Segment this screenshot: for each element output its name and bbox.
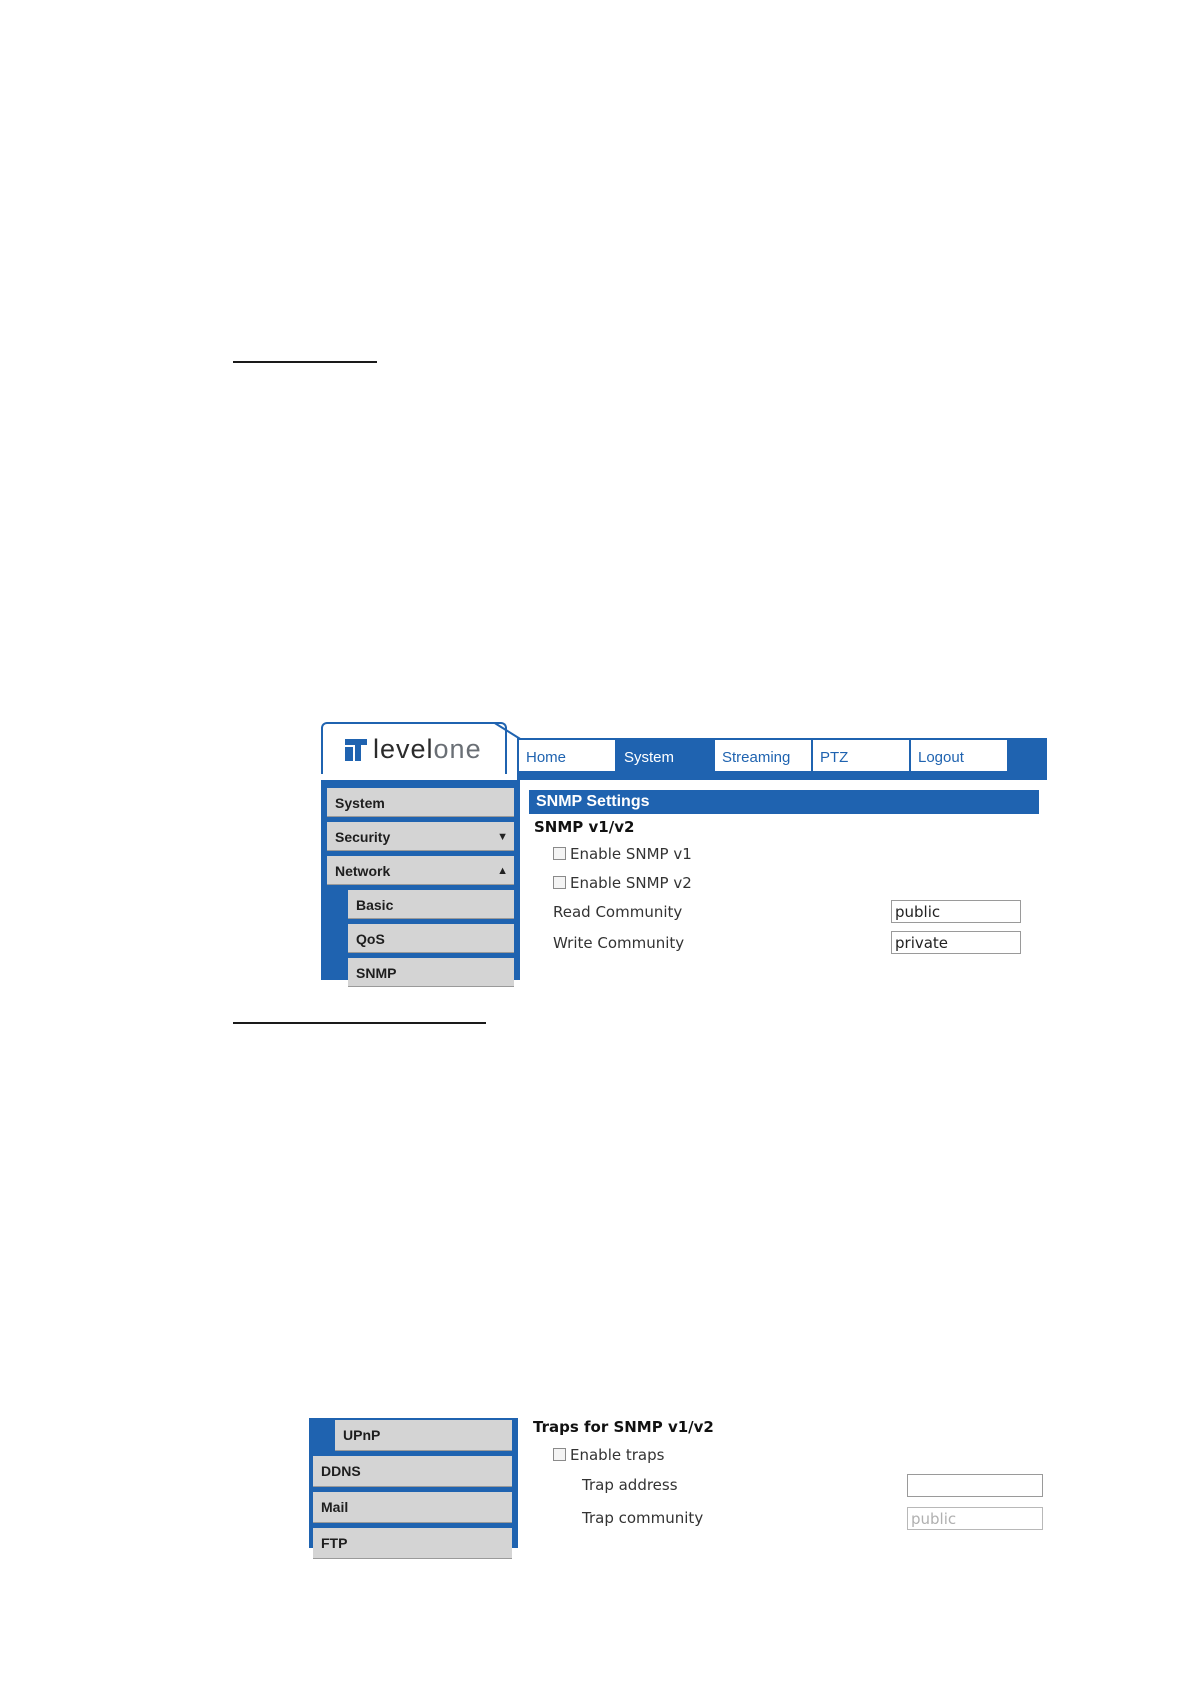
enable-traps-checkbox[interactable] — [553, 1448, 566, 1461]
tab-streaming[interactable]: Streaming — [715, 740, 811, 771]
logo-text-level: level — [373, 734, 434, 764]
sidebar-item-ftp[interactable] — [313, 1528, 512, 1559]
enable-snmp-v2-label: Enable SNMP v2 — [570, 874, 692, 892]
tab-system[interactable]: System — [617, 740, 713, 771]
sidebar-item-label: Security — [335, 829, 391, 845]
snmp-settings-screenshot — [321, 722, 1036, 981]
sidebar-item-label: UPnP — [343, 1427, 381, 1443]
trap-community-label: Trap community — [582, 1509, 704, 1527]
sidebar-item-mail[interactable] — [313, 1492, 512, 1523]
sidebar-item-network[interactable] — [327, 856, 514, 885]
sidebar-subitem-basic[interactable] — [348, 890, 514, 919]
levelone-logo[interactable] — [345, 736, 482, 763]
sidebar-item-label: Basic — [356, 897, 394, 913]
read-community-input[interactable] — [891, 900, 1021, 923]
enable-snmp-v1-label: Enable SNMP v1 — [570, 845, 692, 863]
sidebar-subitem-upnp[interactable] — [335, 1420, 512, 1451]
write-community-input[interactable] — [891, 931, 1021, 954]
sidebar-item-label: System — [335, 795, 385, 811]
enable-snmp-v1-row[interactable] — [553, 845, 692, 863]
trap-address-input[interactable] — [907, 1474, 1043, 1497]
sidebar-item-ddns[interactable] — [313, 1456, 512, 1487]
chevron-down-icon: ▼ — [497, 831, 508, 843]
sidebar-item-label: SNMP — [356, 965, 397, 981]
sidebar — [321, 780, 520, 980]
page-title: SNMP Settings — [529, 790, 1039, 814]
write-community-label: Write Community — [553, 934, 685, 952]
sidebar-item-label: DDNS — [321, 1463, 361, 1479]
sidebar-item-label: Network — [335, 863, 391, 879]
enable-snmp-v2-checkbox[interactable] — [553, 876, 566, 889]
heading-underline-2 — [233, 1022, 486, 1024]
sidebar-subitem-qos[interactable] — [348, 924, 514, 953]
logo-text-one: one — [433, 734, 482, 764]
logo-tab — [321, 722, 507, 774]
levelone-logo-icon — [345, 739, 367, 761]
section-title-traps: Traps for SNMP v1/v2 — [533, 1418, 714, 1436]
sidebar-item-security[interactable] — [327, 822, 514, 851]
sidebar-subitem-snmp[interactable] — [348, 958, 514, 987]
sidebar-item-system[interactable] — [327, 788, 514, 817]
heading-underline-1 — [233, 361, 377, 363]
sidebar-item-label: FTP — [321, 1535, 348, 1551]
tab-home[interactable]: Home — [519, 740, 615, 771]
trap-community-input[interactable] — [907, 1507, 1043, 1530]
enable-traps-row[interactable] — [553, 1446, 664, 1464]
tab-ptz[interactable]: PTZ — [813, 740, 909, 771]
snmp-traps-screenshot — [307, 1410, 1052, 1551]
chevron-up-icon: ▲ — [497, 865, 508, 877]
top-nav-tabs — [519, 740, 1009, 771]
tab-logout[interactable]: Logout — [911, 740, 1007, 771]
section-title-snmp-v1v2: SNMP v1/v2 — [534, 818, 635, 836]
trap-address-label: Trap address — [582, 1476, 678, 1494]
nav-underline — [517, 772, 1047, 780]
sidebar — [309, 1418, 518, 1551]
enable-traps-label: Enable traps — [570, 1446, 665, 1464]
read-community-label: Read Community — [553, 903, 683, 921]
enable-snmp-v1-checkbox[interactable] — [553, 847, 566, 860]
sidebar-item-label: Mail — [321, 1499, 349, 1515]
enable-snmp-v2-row[interactable] — [553, 874, 692, 892]
sidebar-item-label: QoS — [356, 931, 385, 947]
